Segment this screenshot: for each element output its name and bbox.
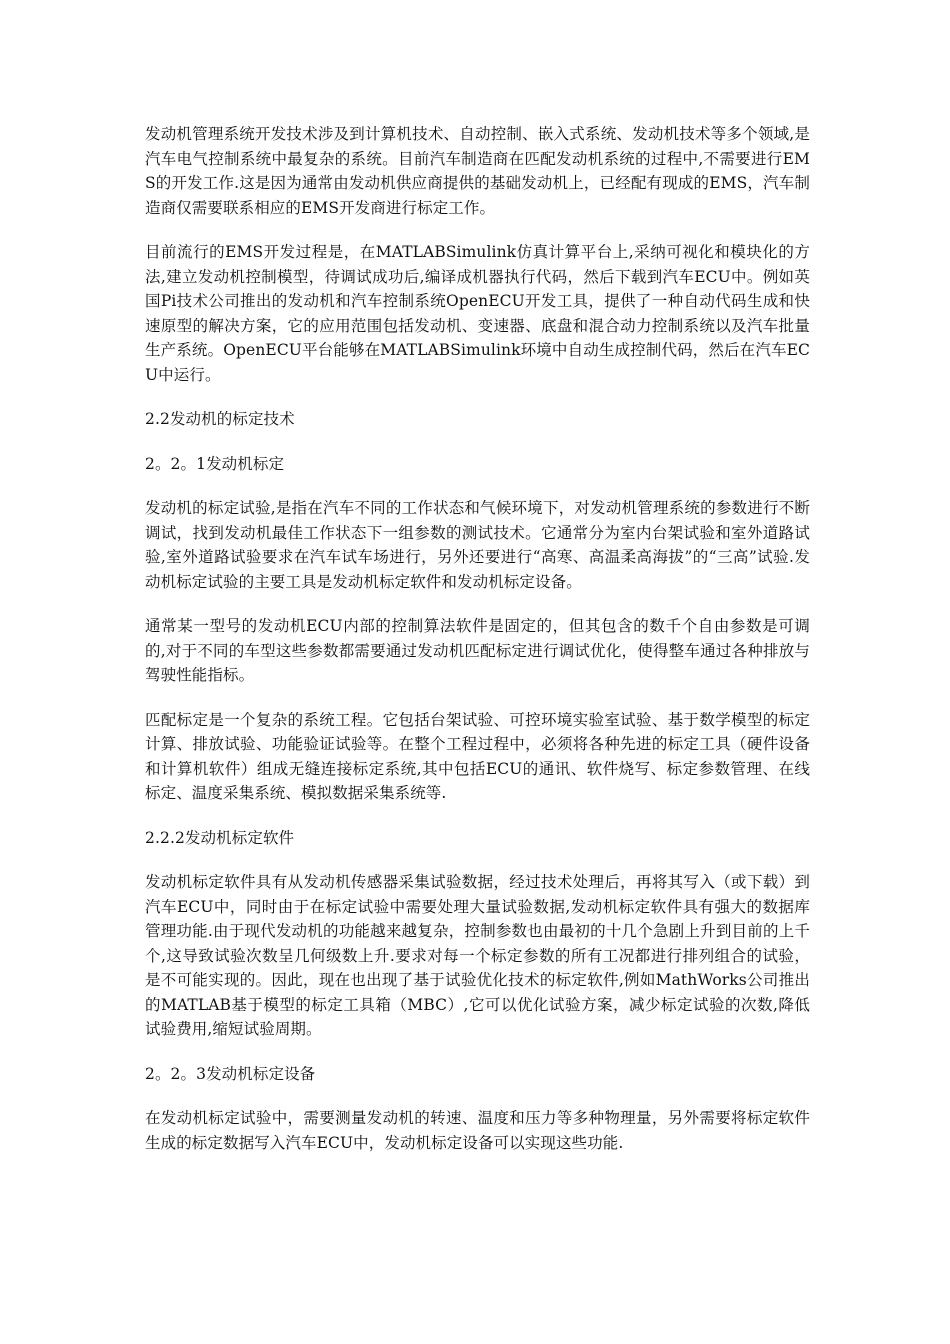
paragraph-ems-overview: 发动机管理系统开发技术涉及到计算机技术、自动控制、嵌入式系统、发动机技术等多个领域,是汽车电气控制系统中最复杂的系统。目前汽车制造商在匹配发动机系统的过程中,不需要进行EMS的开发工作.这是因为通常由发动机供应商提供的基础发动机上，已经配有现成的EMS，汽车制造商仅需要联系相应的EMS开发商进行标定工作。 [145,125,810,217]
paragraph-calibration-software: 发动机标定软件具有从发动机传感器采集试验数据，经过技术处理后，再将其写入（或下载）到汽车ECU中，同时由于在标定试验中需要处理大量试验数据,发动机标定软件具有强大的数据库管理功能.由于现代发动机的功能越来越复杂，控制参数也由最初的十几个急剧上升到目前的上千个,这导致试验次数呈几何级数上升.要求对每一个标定参数的所有工况都进行排列组合的试验，是不可能实现的。因此，现在也出现了基于试验优化技术的标定软件,例如MathWorks公司推出的MATLAB基于模型的标定工具箱（MBC）,它可以优化试验方案，减少标定试验的次数,降低试验费用,缩短试验周期。 [145,873,810,1038]
document-page [145,122,810,1175]
paragraph-ecu-parameters: 通常某一型号的发动机ECU内部的控制算法软件是固定的，但其包含的数千个自由参数是可调的,对于不同的车型这些参数都需要通过发动机匹配标定进行调试优化，使得整车通过各种排放与驾驶性能指标。 [145,617,810,684]
subsection-heading-2-2-3: 2。2。3发动机标定设备 [145,1064,316,1083]
section-heading-2-2: 2.2发动机的标定技术 [145,410,295,428]
paragraph-calibration-equipment: 在发动机标定试验中，需要测量发动机的转速、温度和压力等多种物理量，另外需要将标定软件生成的标定数据写入汽车ECU中，发动机标定设备可以实现这些功能. [145,1109,810,1152]
subsection-heading-2-2-2: 2.2.2发动机标定软件 [145,828,295,847]
paragraph-calibration-test: 发动机的标定试验,是指在汽车不同的工作状态和气候环境下，对发动机管理系统的参数进行不断调试，找到发动机最佳工作状态下一组参数的测试技术。它通常分为室内台架试验和室外道路试验,室外道路试验要求在汽车试车场进行，另外还要进行“高寒、高温柔高海拔”的“三高”试验.发动机标定试验的主要工具是发动机标定软件和发动机标定设备。 [145,499,810,591]
paragraph-ems-development: 目前流行的EMS开发过程是，在MATLABSimulink仿真计算平台上,采纳可视化和模块化的方法,建立发动机控制模型，待调试成功后,编译成机器执行代码，然后下载到汽车ECU中。例如英国Pi技术公司推出的发动机和汽车控制系统OpenECU开发工具，提供了一种自动代码生成和快速原型的解决方案，它的应用范围包括发动机、变速器、底盘和混合动力控制系统以及汽车批量生产系统。OpenECU平台能够在MATLABSimulink环境中自动生成控制代码，然后在汽车ECU中运行。 [145,243,810,384]
subsection-heading-2-2-1: 2。2。1发动机标定 [145,454,285,473]
paragraph-matching-calibration: 匹配标定是一个复杂的系统工程。它包括台架试验、可控环境实验室试验、基于数学模型的标定计算、排放试验、功能验证试验等。在整个工程过程中，必须将各种先进的标定工具（硬件设备和计算机软件）组成无缝连接标定系统,其中包括ECU的通讯、软件烧写、标定参数管理、在线标定、温度采集系统、模拟数据采集系统等. [145,710,810,802]
